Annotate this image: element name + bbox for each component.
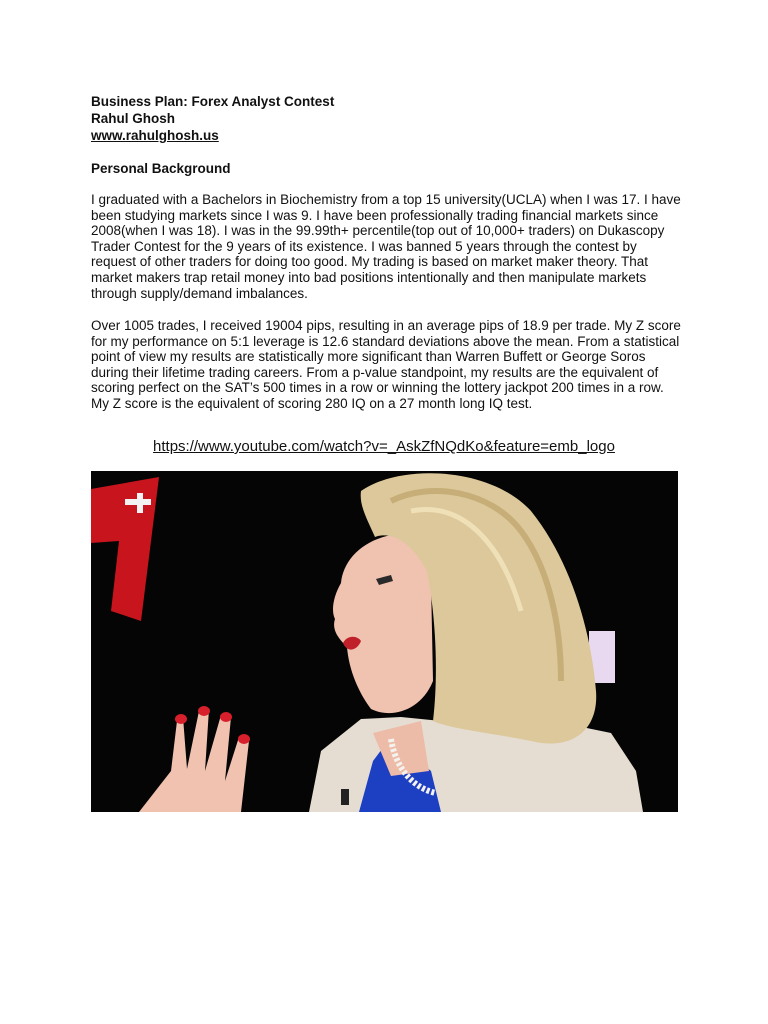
section-heading: Personal Background [91, 161, 231, 176]
paragraph-performance: Over 1005 trades, I received 19004 pips, resulting in an average pips of 18.9 per trade. My Z score for my performance on 5:1 leverage is 12.6 standard deviations above the mean. From a statistical point of view my results are statistically more significant than Warren Buffett or George Soros during their lifetime trading careers. From a p-value standpoint, my results are the equivalent of scoring perfect on the SAT’s 500 times in a row or winning the lottery jackpot 200 times in a row. My Z score is the equivalent of scoring 280 IQ on a 27 month long IQ test. [91, 318, 681, 411]
youtube-link[interactable]: https://www.youtube.com/watch?v=_AskZfNQdKo&feature=emb_logo [153, 438, 615, 455]
speaker-photo-illustration [91, 471, 678, 812]
microphone-icon [341, 789, 349, 805]
document-header [91, 93, 681, 144]
paragraph-background: I graduated with a Bachelors in Biochemistry from a top 15 university(UCLA) when I was 17. I have been studying markets since I was 9. I have been professionally trading financial markets since 2008(when I was 18). I was in the 99.99th+ percentile(top out of 10,000+ traders) on Dukascopy Trader Contest for the 9 years of its existence. I was banned 5 years through the contest by request of other traders for doing too good. My trading is based on market maker theory. That market makers trap retail money into bad positions intentionally and then manipulate markets through supply/demand imbalances. [91, 192, 681, 301]
author-name: Rahul Ghosh [91, 111, 175, 126]
website-link[interactable]: www.rahulghosh.us [91, 128, 219, 143]
document-title: Business Plan: Forex Analyst Contest [91, 94, 335, 109]
speaker-photo [91, 471, 678, 812]
